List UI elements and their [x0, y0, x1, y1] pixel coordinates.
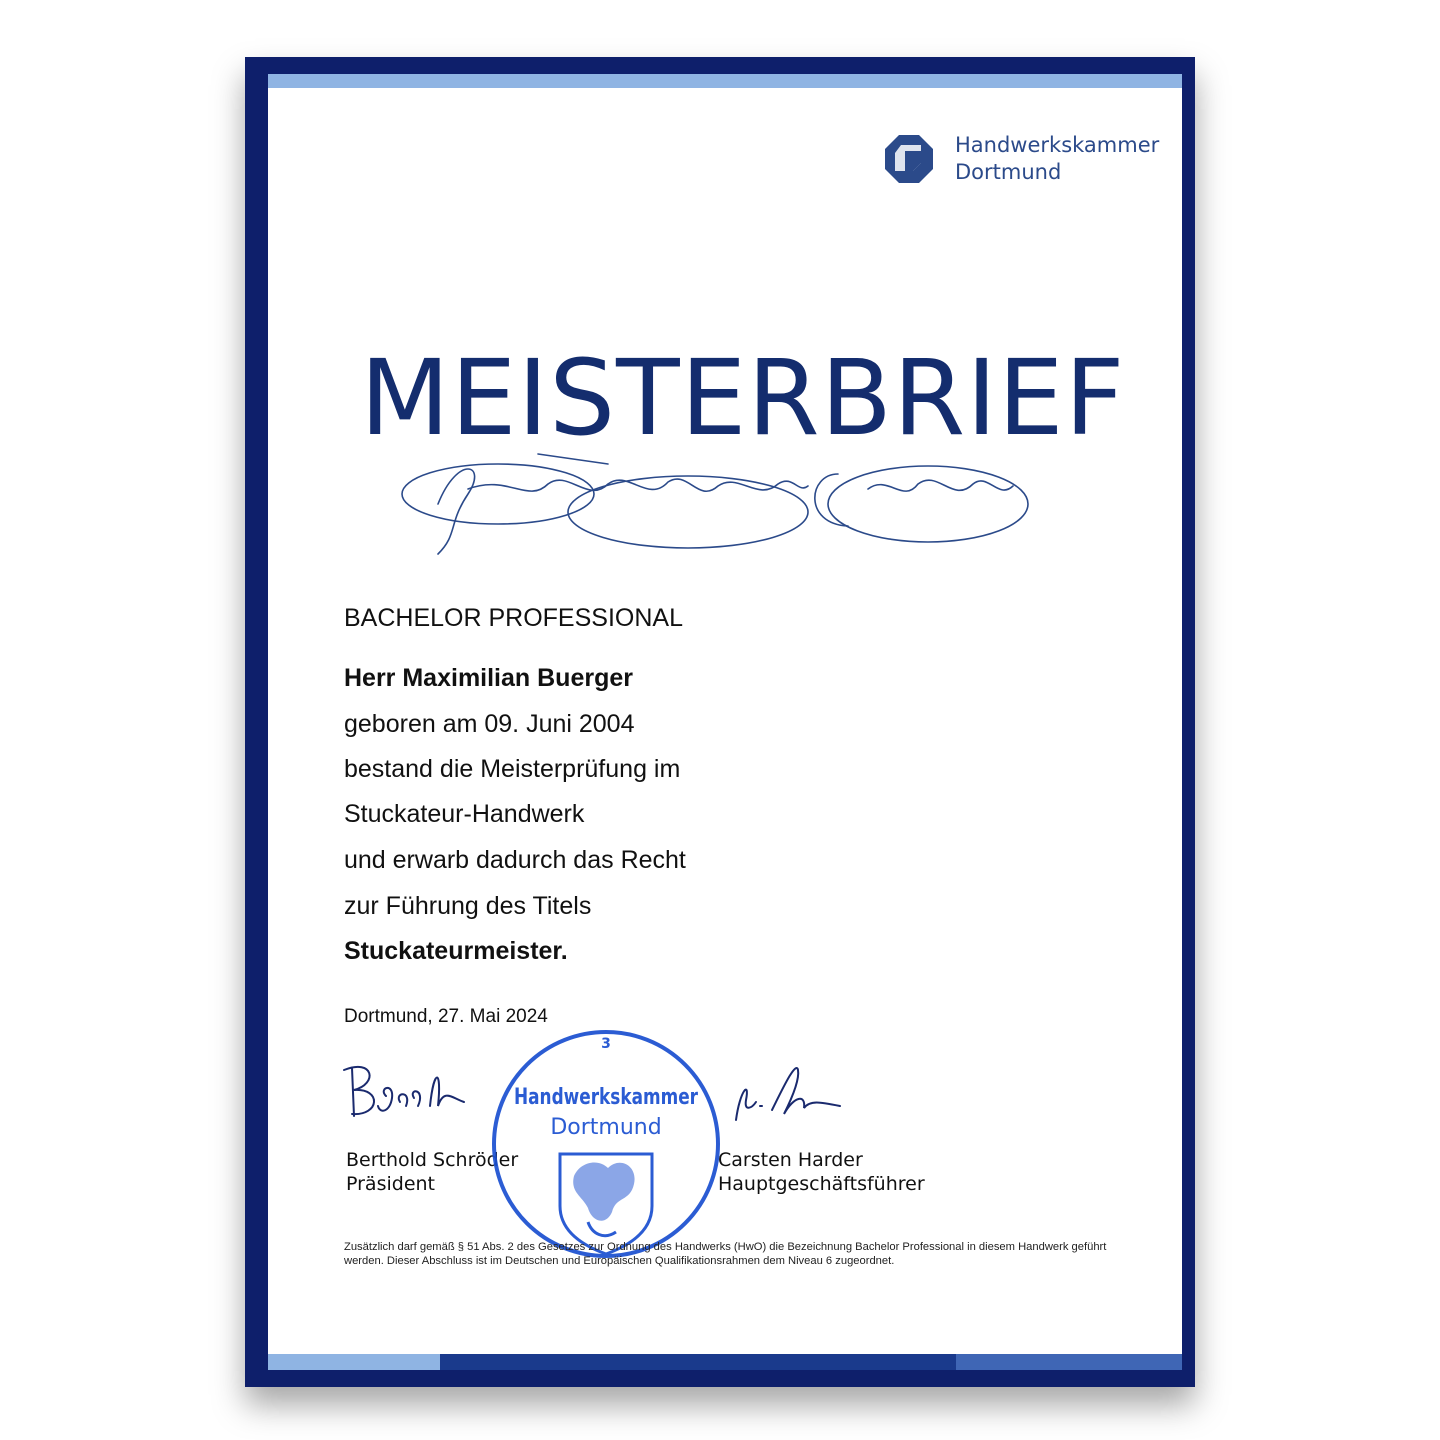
title-right-line: zur Führung des Titels [344, 892, 592, 920]
handwritten-issuer-signature [398, 434, 1038, 564]
right-line: und erwarb dadurch das Recht [344, 846, 686, 874]
issuer-logo [883, 132, 1159, 186]
president-signature [334, 1058, 474, 1128]
certificate-title: MEISTERBRIEF [360, 337, 1126, 459]
logo-line-1: Handwerkskammer [955, 133, 1160, 157]
president-role: Präsident [346, 1173, 435, 1195]
birth-line: geboren am 09. Juni 2004 [344, 710, 635, 738]
president-name: Berthold Schröder [346, 1149, 519, 1171]
managing-director-signature [716, 1050, 856, 1130]
hwk-octagon-logo-icon [883, 133, 935, 185]
top-accent-bar [268, 74, 1182, 88]
trade-line: Stuckateur-Handwerk [344, 800, 585, 828]
certificate-paper [268, 74, 1182, 1370]
bottom-accent-bar [268, 1354, 1182, 1370]
exam-line: bestand die Meisterprüfung im [344, 755, 681, 783]
awarded-title: Stuckateurmeister. [344, 937, 568, 965]
managing-director-name: Carsten Harder [718, 1149, 863, 1171]
coat-of-arms-icon [560, 1154, 652, 1254]
place-date: Dortmund, 27. Mai 2024 [344, 1006, 548, 1027]
stamp-line-2: Dortmund [550, 1115, 662, 1140]
legal-footnote: Zusätzlich darf gemäß § 51 Abs. 2 des Gesetzes zur Ordnung des Handwerks (HwO) die Bezeichnung Bachelor Professional in diesem Handwerk geführt werden. Dieser Abschluss ist im Deutschen und Europäischen Qualifikationsrahmen dem Niveau 6 zugeordnet. [344, 1241, 1107, 1267]
logo-line-2: Dortmund [955, 160, 1062, 184]
logo-text [955, 132, 1159, 186]
stamp-number: 3 [601, 1036, 611, 1052]
recipient-name: Herr Maximilian Buerger [344, 664, 633, 692]
official-seal-stamp [488, 1026, 724, 1262]
degree-line: BACHELOR PROFESSIONAL [344, 604, 683, 632]
stamp-line-1: Handwerkskammer [514, 1085, 699, 1110]
managing-director-role: Hauptgeschäftsführer [718, 1173, 925, 1195]
